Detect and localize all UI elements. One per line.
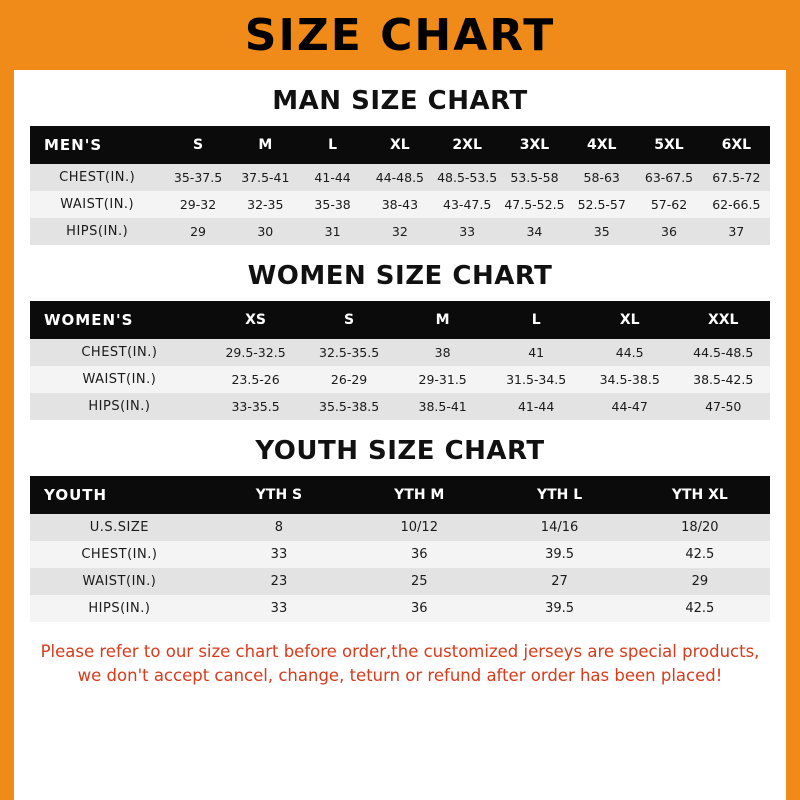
women-waist-xs: 23.5-26 (209, 366, 303, 393)
men-waist-2xl: 43-47.5 (434, 191, 501, 218)
men-col-6xl: 6XL (703, 126, 770, 164)
women-hips-xxl: 47-50 (676, 393, 770, 420)
table-header-row (30, 126, 770, 164)
women-hips-xl: 44-47 (583, 393, 677, 420)
men-row-label-chest: CHEST(IN.) (30, 164, 164, 191)
women-col-xs: XS (209, 301, 303, 339)
youth-size-section (30, 436, 770, 622)
women-waist-xxl: 38.5-42.5 (676, 366, 770, 393)
table-row (30, 595, 770, 622)
men-section-title: MAN SIZE CHART (272, 86, 528, 116)
women-col-xxl: XXL (676, 301, 770, 339)
men-size-table (30, 126, 770, 245)
men-corner-label: MEN'S (30, 126, 164, 164)
women-waist-m: 29-31.5 (396, 366, 490, 393)
women-row-label-hips: HIPS(IN.) (30, 393, 209, 420)
youth-chest-l: 39.5 (489, 541, 629, 568)
women-chest-xxl: 44.5-48.5 (676, 339, 770, 366)
women-hips-l: 41-44 (489, 393, 583, 420)
table-row (30, 191, 770, 218)
table-row (30, 218, 770, 245)
men-chest-2xl: 48.5-53.5 (434, 164, 501, 191)
men-row-label-hips: HIPS(IN.) (30, 218, 164, 245)
header-banner (0, 0, 800, 70)
men-row-label-waist: WAIST(IN.) (30, 191, 164, 218)
men-table-head (30, 126, 770, 164)
youth-ussize-s: 8 (209, 514, 349, 541)
page-title: SIZE CHART (244, 9, 556, 61)
women-waist-xl: 34.5-38.5 (583, 366, 677, 393)
men-col-m: M (232, 126, 299, 164)
men-chest-3xl: 53.5-58 (501, 164, 568, 191)
women-table-head (30, 301, 770, 339)
men-hips-xl: 32 (366, 218, 433, 245)
men-chest-xl: 44-48.5 (366, 164, 433, 191)
men-hips-s: 29 (164, 218, 231, 245)
table-row (30, 541, 770, 568)
youth-chest-s: 33 (209, 541, 349, 568)
women-size-section (30, 261, 770, 420)
men-table-body (30, 164, 770, 245)
youth-waist-l: 27 (489, 568, 629, 595)
youth-table-head (30, 476, 770, 514)
youth-col-s: YTH S (209, 476, 349, 514)
men-chest-l: 41-44 (299, 164, 366, 191)
youth-row-label-waist: WAIST(IN.) (30, 568, 209, 595)
women-chest-xl: 44.5 (583, 339, 677, 366)
footer-note-line2: we don't accept cancel, change, teturn or refund after order has been placed! (77, 665, 723, 685)
men-waist-4xl: 52.5-57 (568, 191, 635, 218)
men-waist-xl: 38-43 (366, 191, 433, 218)
men-hips-2xl: 33 (434, 218, 501, 245)
women-row-label-chest: CHEST(IN.) (30, 339, 209, 366)
men-chest-5xl: 63-67.5 (635, 164, 702, 191)
women-col-s: S (302, 301, 396, 339)
youth-ussize-l: 14/16 (489, 514, 629, 541)
women-col-xl: XL (583, 301, 677, 339)
youth-chest-xl: 42.5 (630, 541, 770, 568)
table-row (30, 568, 770, 595)
men-waist-5xl: 57-62 (635, 191, 702, 218)
table-row (30, 164, 770, 191)
youth-row-label-chest: CHEST(IN.) (30, 541, 209, 568)
youth-section-title: YOUTH SIZE CHART (255, 436, 545, 466)
youth-waist-s: 23 (209, 568, 349, 595)
men-hips-3xl: 34 (501, 218, 568, 245)
youth-row-label-hips: HIPS(IN.) (30, 595, 209, 622)
youth-hips-m: 36 (349, 595, 489, 622)
women-waist-l: 31.5-34.5 (489, 366, 583, 393)
youth-col-l: YTH L (489, 476, 629, 514)
youth-size-table (30, 476, 770, 622)
youth-corner-label: YOUTH (30, 476, 209, 514)
women-col-l: L (489, 301, 583, 339)
youth-ussize-m: 10/12 (349, 514, 489, 541)
table-row (30, 514, 770, 541)
youth-chest-m: 36 (349, 541, 489, 568)
men-col-xl: XL (366, 126, 433, 164)
youth-ussize-xl: 18/20 (630, 514, 770, 541)
men-hips-6xl: 37 (703, 218, 770, 245)
women-chest-s: 32.5-35.5 (302, 339, 396, 366)
men-chest-s: 35-37.5 (164, 164, 231, 191)
youth-table-body (30, 514, 770, 622)
men-col-4xl: 4XL (568, 126, 635, 164)
men-waist-6xl: 62-66.5 (703, 191, 770, 218)
footer-note-line1: Please refer to our size chart before order,the customized jerseys are special products, (40, 642, 760, 661)
youth-hips-s: 33 (209, 595, 349, 622)
table-header-row (30, 301, 770, 339)
women-chest-xs: 29.5-32.5 (209, 339, 303, 366)
chart-content (14, 86, 786, 688)
men-hips-m: 30 (232, 218, 299, 245)
men-col-3xl: 3XL (501, 126, 568, 164)
men-hips-4xl: 35 (568, 218, 635, 245)
women-waist-s: 26-29 (302, 366, 396, 393)
men-chest-4xl: 58-63 (568, 164, 635, 191)
men-chest-6xl: 67.5-72 (703, 164, 770, 191)
men-waist-3xl: 47.5-52.5 (501, 191, 568, 218)
men-col-s: S (164, 126, 231, 164)
men-waist-s: 29-32 (164, 191, 231, 218)
women-table-body (30, 339, 770, 420)
women-size-table (30, 301, 770, 420)
youth-hips-xl: 42.5 (630, 595, 770, 622)
women-hips-m: 38.5-41 (396, 393, 490, 420)
women-col-m: M (396, 301, 490, 339)
women-chest-m: 38 (396, 339, 490, 366)
women-hips-xs: 33-35.5 (209, 393, 303, 420)
women-chest-l: 41 (489, 339, 583, 366)
table-header-row (30, 476, 770, 514)
table-row (30, 366, 770, 393)
footer-note (30, 640, 770, 688)
men-hips-5xl: 36 (635, 218, 702, 245)
women-corner-label: WOMEN'S (30, 301, 209, 339)
men-hips-l: 31 (299, 218, 366, 245)
men-waist-m: 32-35 (232, 191, 299, 218)
men-col-5xl: 5XL (635, 126, 702, 164)
youth-col-xl: YTH XL (630, 476, 770, 514)
youth-waist-xl: 29 (630, 568, 770, 595)
women-hips-s: 35.5-38.5 (302, 393, 396, 420)
men-waist-l: 35-38 (299, 191, 366, 218)
table-row (30, 393, 770, 420)
youth-row-label-ussize: U.S.SIZE (30, 514, 209, 541)
men-col-2xl: 2XL (434, 126, 501, 164)
youth-waist-m: 25 (349, 568, 489, 595)
youth-col-m: YTH M (349, 476, 489, 514)
men-chest-m: 37.5-41 (232, 164, 299, 191)
women-row-label-waist: WAIST(IN.) (30, 366, 209, 393)
table-row (30, 339, 770, 366)
women-section-title: WOMEN SIZE CHART (247, 261, 553, 291)
men-col-l: L (299, 126, 366, 164)
youth-hips-l: 39.5 (489, 595, 629, 622)
men-size-section (30, 86, 770, 245)
